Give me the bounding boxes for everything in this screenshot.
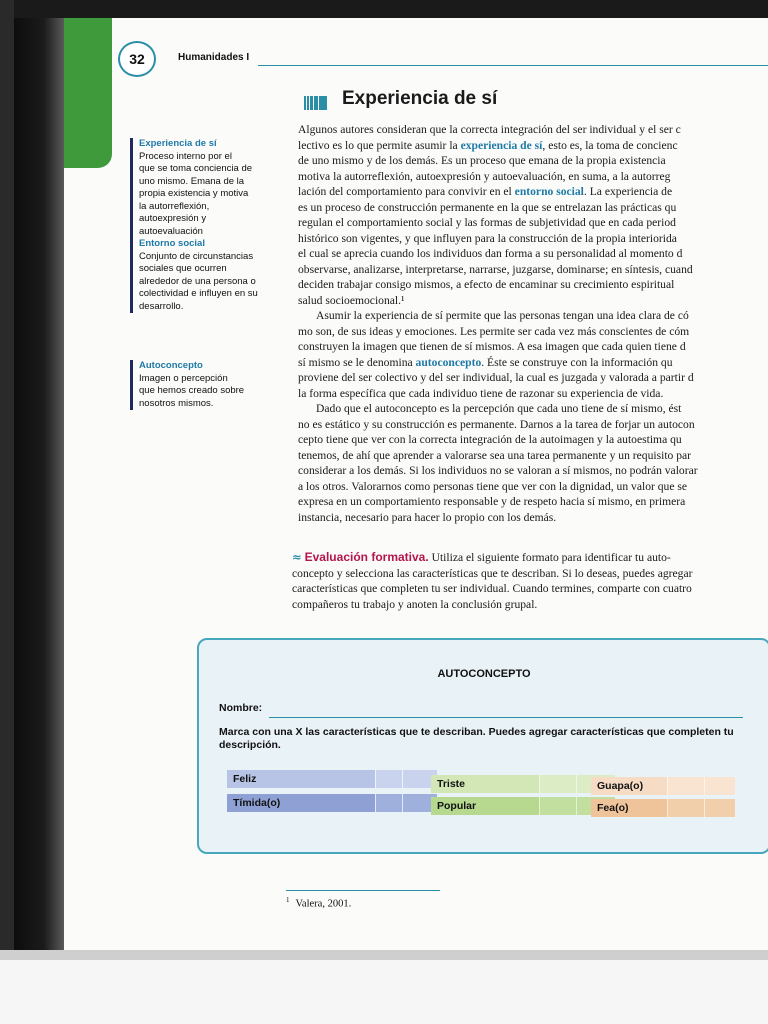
body-line: sí mismo se le denomina autoconcepto. Éste se construye con la información qu xyxy=(298,355,673,369)
name-field[interactable] xyxy=(269,716,743,718)
footnote-text: Valera, 2001. xyxy=(295,898,352,910)
book-spine-shadow xyxy=(14,18,64,950)
trait-row-fea xyxy=(591,799,735,817)
body-line: histórico son vigentes, y que influyen para la construcción de la propia interiorida xyxy=(298,231,677,245)
glossary-term: Autoconcepto xyxy=(139,360,203,371)
glossary-line: alrededor de una persona o xyxy=(139,275,256,287)
scan-bottom-background xyxy=(0,960,768,1024)
highlighted-term: experiencia de sí xyxy=(460,138,543,152)
trait-row-guapa xyxy=(591,777,735,795)
body-line: a los otros. Valorarnos como personas tiene que ver con la dignidad, un valor que se xyxy=(298,479,688,493)
trait-label: Triste xyxy=(431,775,539,793)
body-line: observarse, analizarse, interpretarse, narrarse, juzgarse, dominarse; en síntesis, cuand xyxy=(298,262,693,276)
body-line: no es estático y su construcción es permanente. Darnos a la tarea de forjar un autocon xyxy=(298,417,695,431)
body-line: el cual se aprecia cuando los individuos dan forma a su personalidad al momento d xyxy=(298,247,683,260)
body-line: construyen la imagen que tienen de sí mismos. A esa imagen que cada quien tiene d xyxy=(298,340,686,353)
body-line: deciden trabajar consigo mismos, a efecto de encaminar su crecimiento espiritual xyxy=(298,278,675,291)
evaluation-waves-icon: ≈ xyxy=(292,550,302,564)
trait-row-popular xyxy=(431,797,615,815)
body-line: Algunos autores consideran que la correcta integración del ser individual y el ser c xyxy=(298,123,681,136)
footnote xyxy=(286,896,351,910)
trait-row-timida xyxy=(227,794,437,812)
body-line: expresa en un comportamiento responsable y de respeto hacia sí mismo, en primera xyxy=(298,495,686,508)
trait-checkbox[interactable] xyxy=(704,777,735,795)
trait-label: Guapa(o) xyxy=(591,777,667,795)
body-line: instancia, necesario para hacer lo propio con los demás. xyxy=(298,510,557,524)
page-bottom-edge xyxy=(0,950,768,960)
evaluation-line: características que completen tu ser individual. Cuando termines, comparte con cuatro xyxy=(292,582,692,595)
glossary-line: autoexpresión y xyxy=(139,213,207,224)
glossary-line: que hemos creado sobre xyxy=(139,385,245,396)
page-number: 32 xyxy=(118,41,156,77)
scan-left-edge xyxy=(0,0,14,960)
footnote-rule xyxy=(286,890,440,891)
body-line: la forma específica que cada individuo tiene de razonar su experiencia de vida. xyxy=(298,386,664,400)
trait-label: Tímida(o) xyxy=(227,794,375,812)
evaluation-title: Evaluación formativa. xyxy=(304,550,429,564)
glossary-line: propia existencia y motiva xyxy=(139,188,249,199)
glossary-line: desarrollo. xyxy=(139,300,184,312)
name-label: Nombre: xyxy=(219,702,263,714)
glossary-line: uno mismo. Emana de la xyxy=(139,175,245,187)
body-line: lectivo es lo que permite asumir la experiencia de sí, esto es, la toma de concienc xyxy=(298,138,678,152)
glossary-term: Experiencia de sí xyxy=(139,138,217,149)
trait-checkbox[interactable] xyxy=(539,775,576,793)
glossary-line: Conjunto de circunstancias xyxy=(139,250,254,262)
evaluation-line: compañeros tu trabajo y anoten la conclusión grupal. xyxy=(292,597,538,611)
trait-checkbox[interactable] xyxy=(539,797,576,815)
body-line: tenemos, de ahí que aprender a valorarse sea una tarea permanente y un requisito par xyxy=(298,448,692,462)
trait-checkbox[interactable] xyxy=(375,794,402,812)
trait-row-feliz xyxy=(227,770,437,788)
running-title: Humanidades I xyxy=(178,52,250,63)
glossary-line: que se toma conciencia de xyxy=(139,163,253,174)
highlighted-term: autoconcepto xyxy=(415,355,482,369)
glossary-box-2 xyxy=(130,360,289,410)
body-line: cepto tiene que ver con la correcta integración de la autoimagen y la autoestima qu xyxy=(298,433,682,446)
trait-label: Popular xyxy=(431,797,539,815)
glossary-line: nosotros mismos. xyxy=(139,397,214,409)
glossary-line: autoevaluación xyxy=(139,225,203,237)
evaluation-line: concepto y selecciona las características que te describan. Si lo deseas, puedes agregar xyxy=(292,566,693,580)
section-bars-icon xyxy=(304,96,332,110)
trait-label: Fea(o) xyxy=(591,799,667,817)
highlighted-term: entorno social xyxy=(514,185,584,198)
body-line: Asumir la experiencia de sí permite que las personas tengan una idea clara de có xyxy=(316,309,689,322)
body-line: proviene del ser colectivo y del ser individual, la cual es juzgada y valorada a partir d xyxy=(298,371,694,384)
glossary-term: Entorno social xyxy=(139,238,205,249)
body-line: regulan el comportamiento social y las formas de subjetividad que en cada period xyxy=(298,216,676,229)
glossary-line: Imagen o percepción xyxy=(139,372,228,384)
glossary-line: Proceso interno por el xyxy=(139,150,232,162)
form-title: AUTOCONCEPTO xyxy=(437,668,531,680)
textbook-page xyxy=(64,18,768,950)
evaluation-line: ≈ Evaluación formativa. Utiliza el siguiente formato para identificar tu auto- xyxy=(292,550,671,564)
body-line: Dado que el autoconcepto es la percepción que cada uno tiene de sí mismo, ést xyxy=(316,402,682,415)
glossary-box-1 xyxy=(130,138,289,313)
chapter-color-tab xyxy=(64,18,112,168)
footnote-mark: 1 xyxy=(286,896,290,904)
glossary-line: sociales que ocurren xyxy=(139,263,227,274)
body-text xyxy=(298,122,768,525)
header-rule xyxy=(258,65,768,66)
body-line: mo son, de sus ideas y emociones. Les permite ser cada vez más conscientes de cóm xyxy=(298,324,690,338)
body-line: de uno mismo y de los demás. Es un proceso que emana de la propia existencia xyxy=(298,154,666,167)
formative-evaluation xyxy=(292,550,768,612)
trait-row-triste xyxy=(431,775,615,793)
glossary-line: colectividad e influyen en su xyxy=(139,288,258,299)
scan-top-edge xyxy=(0,0,768,18)
autoconcepto-form xyxy=(197,638,768,854)
trait-checkbox[interactable] xyxy=(667,799,704,817)
body-line: salud socioemocional.¹ xyxy=(298,293,405,307)
trait-checkbox[interactable] xyxy=(704,799,735,817)
trait-label: Feliz xyxy=(227,770,375,788)
body-line: lación del comportamiento para convivir en el entorno social. La experiencia de xyxy=(298,185,673,198)
body-line: considerar a los demás. Si los individuos no se valoran a sí mismos, no podrán valorar xyxy=(298,464,698,477)
body-line: es un proceso de construcción permanente en la que se entrelazan las prácticas qu xyxy=(298,200,677,214)
form-instructions: Marca con una X las características que te describan. Puedes agregar características que completen tu descripción. xyxy=(219,726,734,751)
trait-checkbox[interactable] xyxy=(375,770,402,788)
trait-checkbox[interactable] xyxy=(667,777,704,795)
section-title: Experiencia de sí xyxy=(342,88,498,109)
glossary-line: la autorreflexión, xyxy=(139,200,210,212)
body-line: motiva la autorreflexión, autoexpresión y autoevaluación, en suma, a la autorreg xyxy=(298,169,671,183)
